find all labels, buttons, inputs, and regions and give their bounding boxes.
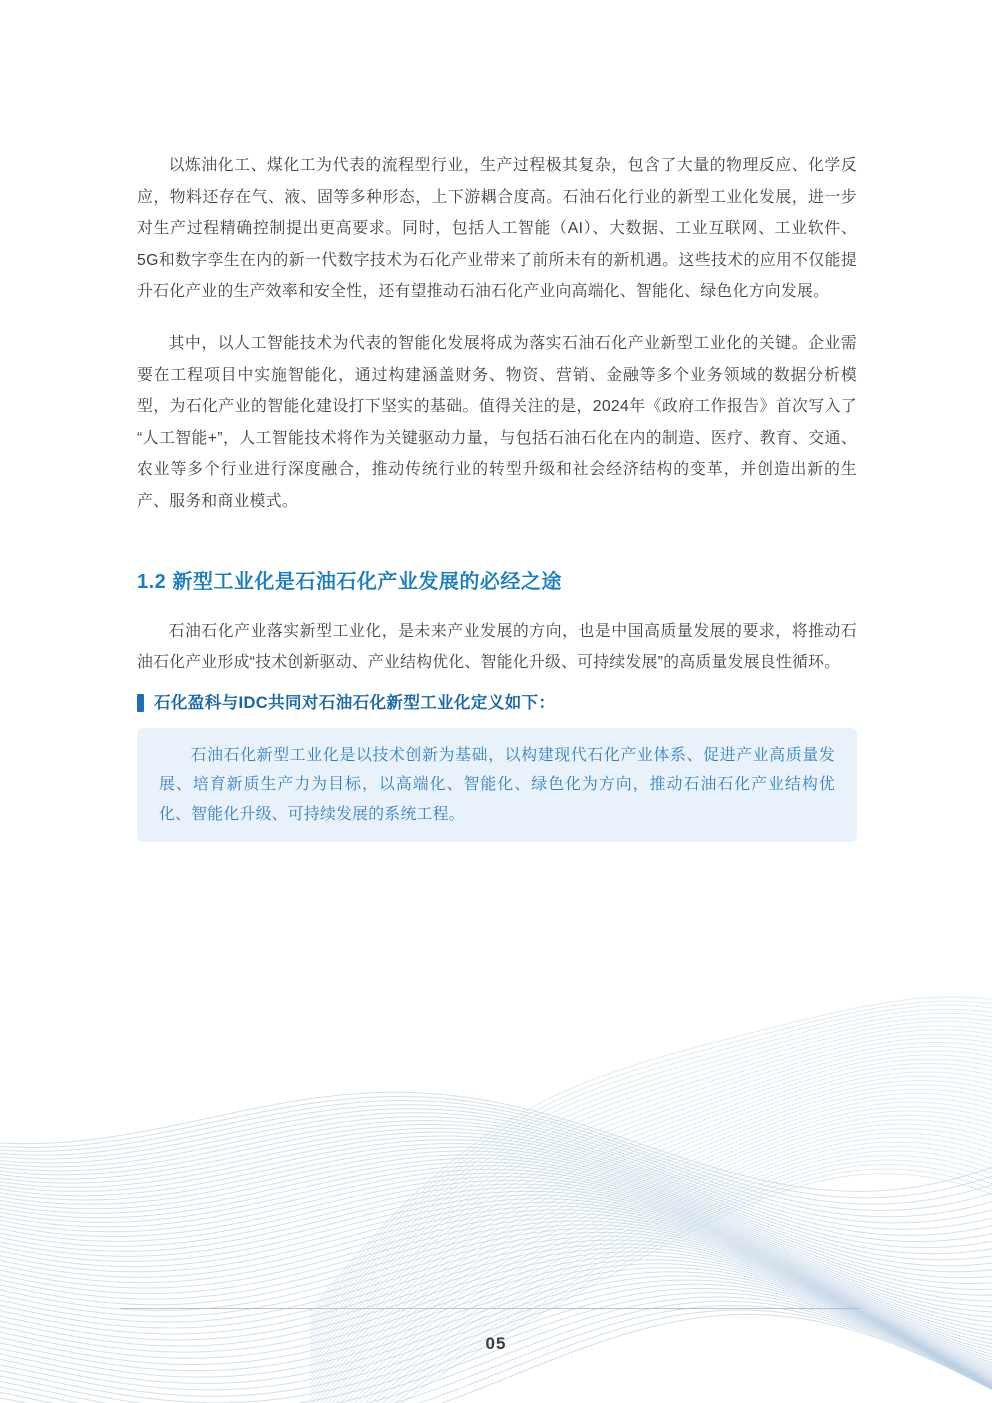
paragraph-process-industry: 以炼油化工、煤化工为代表的流程型行业，生产过程极其复杂，包含了大量的物理反应、化学反应，物料还存在气、液、固等多种形态，上下游耦合度高。石油石化行业的新型工业化发展，进一步对生产过程精确控制提出更高要求。同时，包括人工智能（AI）、大数据、工业互联网、工业软件、5G和数字孪生在内的新一代数字技术为石化产业带来了前所未有的新机遇。这些技术的应用不仅能提升石化产业的生产效率和安全性，还有望推动石油石化产业向高端化、智能化、绿色化方向发展。	[137, 157, 857, 301]
page-content	[137, 150, 857, 842]
definition-callout	[137, 691, 857, 715]
page-number: 05	[485, 1334, 507, 1353]
footer-divider	[120, 1308, 860, 1309]
callout-marker-bar-icon	[137, 694, 144, 712]
definition-text: 石油石化新型工业化是以技术创新为基础，以构建现代石化产业体系、促进产业高质量发展、培育新质生产力为目标，以高端化、智能化、绿色化为方向，推动石油石化产业结构优化、智能化升级、可持续发展的系统工程。	[159, 746, 835, 823]
callout-label: 石化盈科与IDC共同对石油石化新型工业化定义如下：	[154, 693, 556, 712]
paragraph-ai-key: 其中，以人工智能技术为代表的智能化发展将成为落实石油石化产业新型工业化的关键。企业需要在工程项目中实施智能化，通过构建涵盖财务、物资、营销、金融等多个业务领域的数据分析模型，为石化产业的智能化建设打下坚实的基础。值得关注的是，2024年《政府工作报告》首次写入了“人工智能+”，人工智能技术将作为关键驱动力量，与包括石油石化在内的制造、医疗、教育、交通、农业等多个行业进行深度融合，推动传统行业的转型升级和社会经济结构的变革，并创造出新的生产、服务和商业模式。	[137, 334, 857, 510]
section-heading-1-2: 1.2 新型工业化是石油石化产业发展的必经之途	[137, 570, 562, 593]
wave-decoration	[0, 923, 992, 1403]
definition-box	[137, 728, 857, 843]
paragraph-new-industrialization-path: 石油石化产业落实新型工业化，是未来产业发展的方向，也是中国高质量发展的要求，将推动石油石化产业形成“技术创新驱动、产业结构优化、智能化升级、可持续发展”的高质量发展良性循环。	[137, 622, 857, 672]
